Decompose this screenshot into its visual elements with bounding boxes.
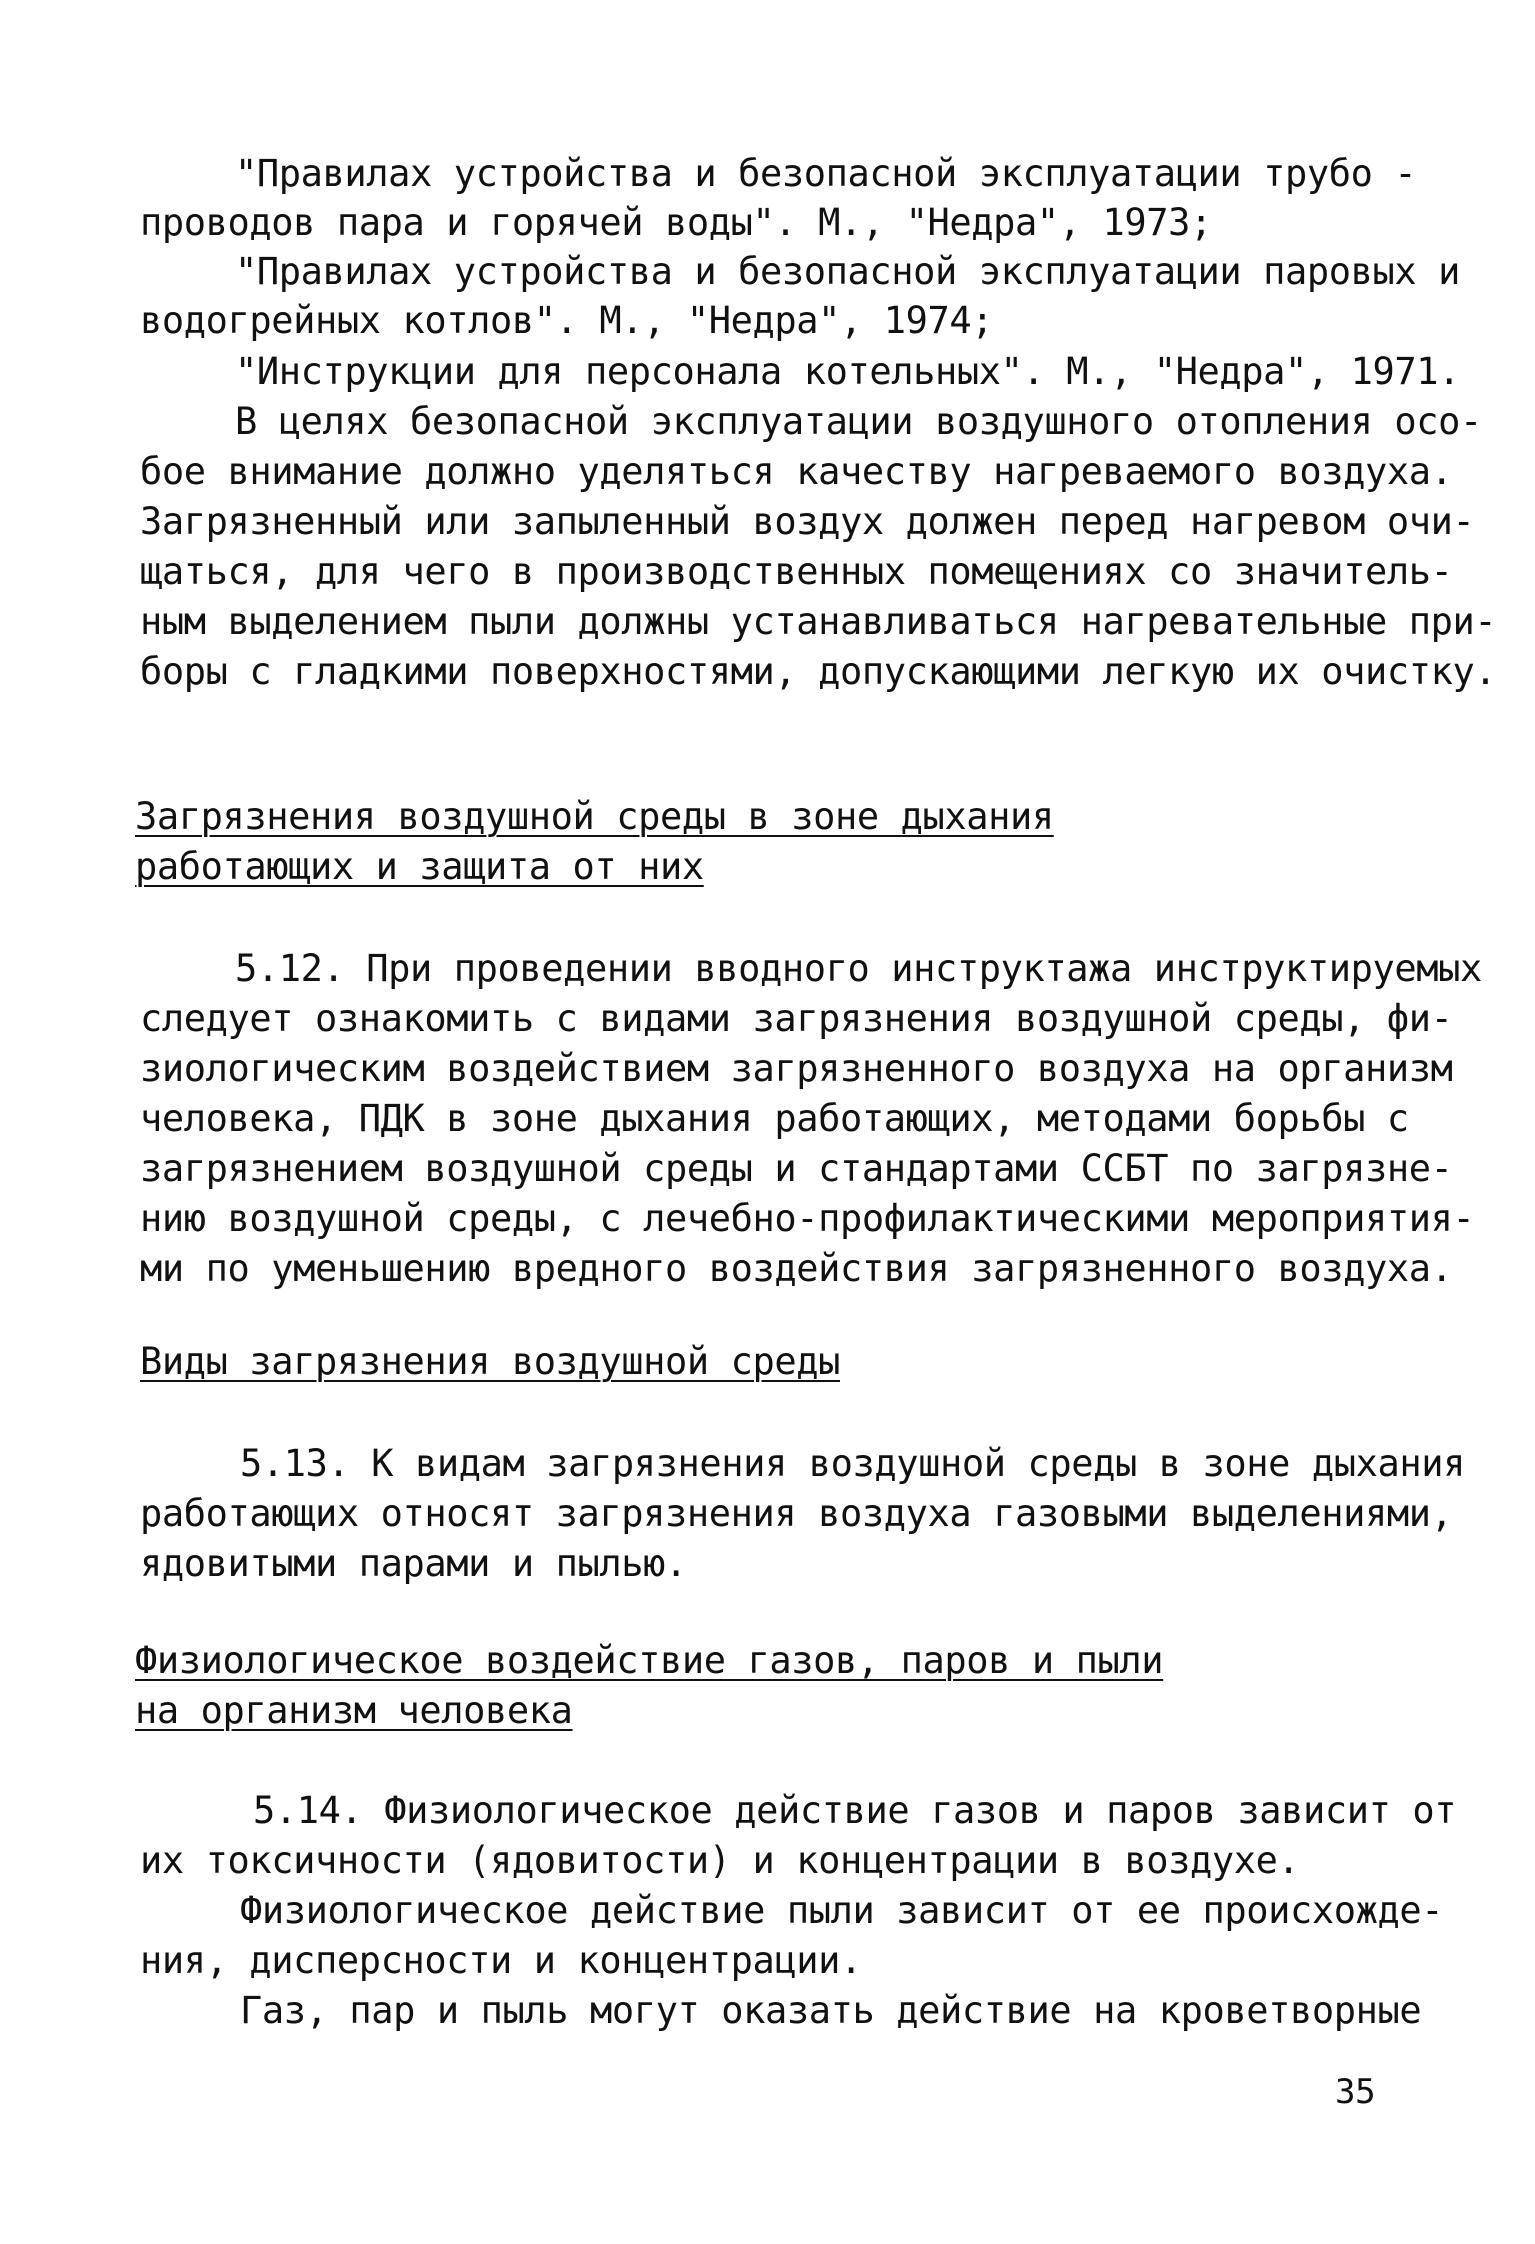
heading-line: Физиологическое воздействие газов, паров и пыли — [135, 1639, 1164, 1682]
text-line: ядовитыми парами и пылью. — [140, 1542, 687, 1585]
text-line: загрязнением воздушной среды и стандартами ССБТ по загрязне- — [140, 1147, 1453, 1190]
text-line: нию воздушной среды, с лечебно-профилактическими мероприятия- — [140, 1197, 1475, 1240]
page-number: 35 — [1335, 2072, 1376, 2112]
text-line: человека, ПДК в зоне дыхания работающих, методами борьбы с — [140, 1097, 1409, 1140]
text-line: "Правилах устройства и безопасной эксплуатации трубо - — [235, 152, 1417, 195]
text-line: работающих относят загрязнения воздуха газовыми выделениями, — [140, 1492, 1453, 1535]
text-line: "Правилах устройства и безопасной эксплуатации паровых и — [235, 250, 1461, 293]
text-line: "Инструкции для персонала котельных". М., "Недра", 1971. — [235, 350, 1461, 393]
text-line: 5.14. Физиологическое действие газов и паров зависит от — [253, 1789, 1457, 1832]
text-line: ным выделением пыли должны устанавливаться нагревательные при- — [140, 600, 1497, 643]
text-line: В целях безопасной эксплуатации воздушного отопления осо- — [235, 400, 1482, 443]
text-line: следует ознакомить с видами загрязнения воздушной среды, фи- — [140, 997, 1453, 1040]
heading-line: на организм человека — [135, 1689, 573, 1732]
heading-line: Загрязнения воздушной среды в зоне дыхания — [135, 795, 1054, 838]
heading-line: Виды загрязнения воздушной среды — [140, 1340, 841, 1383]
text-line: 5.13. К видам загрязнения воздушной среды в зоне дыхания — [240, 1442, 1466, 1485]
text-line: бое внимание должно уделяться качеству нагреваемого воздуха. — [140, 450, 1453, 493]
text-line: Физиологическое действие пыли зависит от ее происхожде- — [240, 1889, 1444, 1932]
text-line: ния, дисперсности и концентрации. — [140, 1939, 862, 1982]
text-line: их токсичности (ядовитости) и концентрации в воздухе. — [140, 1839, 1300, 1882]
text-line: 5.12. При проведении вводного инструктажа инструктируемых — [235, 947, 1482, 990]
text-line: щаться, для чего в производственных помещениях со значитель- — [140, 550, 1453, 593]
heading-line: работающих и защита от них — [135, 845, 704, 888]
text-line: Загрязненный или запыленный воздух должен перед нагревом очи- — [140, 500, 1475, 543]
text-line: водогрейных котлов". М., "Недра", 1974; — [140, 299, 994, 342]
text-line: Газ, пар и пыль могут оказать действие на кроветворные — [240, 1989, 1422, 2032]
text-line: боры с гладкими поверхностями, допускающими легкую их очистку. — [140, 650, 1497, 693]
text-line: зиологическим воздействием загрязненного воздуха на организм — [140, 1047, 1453, 1090]
text-line: проводов пара и горячей воды". М., "Недра", 1973; — [140, 201, 1212, 244]
text-line: ми по уменьшению вредного воздействия загрязненного воздуха. — [140, 1247, 1453, 1290]
